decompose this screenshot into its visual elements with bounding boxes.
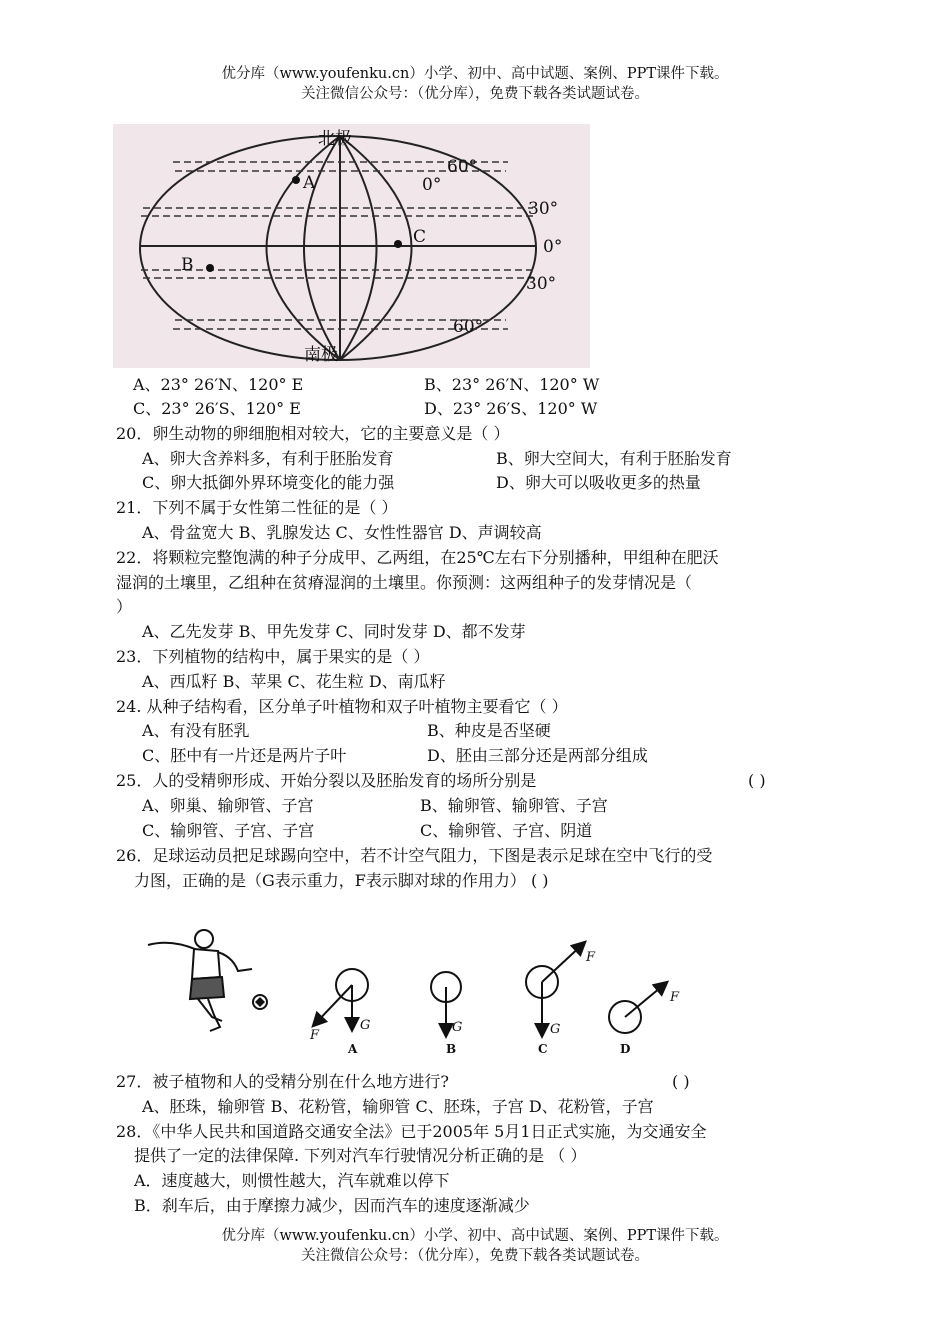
label-point-c: C <box>413 227 427 247</box>
label-north-pole: 北极 <box>318 129 352 149</box>
q25-option-b: B、输卵管、输卵管、子宫 <box>420 796 608 815</box>
q21-stem: 21．下列不属于女性第二性征的是（ ） <box>116 498 398 517</box>
diagram-c-g-label: G <box>550 1022 561 1037</box>
diagram-d-f-label: F <box>670 990 680 1005</box>
q27-options: A、胚珠，输卵管 B、花粉管，输卵管 C、胚珠，子宫 D、花粉管，子宫 <box>142 1097 654 1116</box>
header-line-1: 优分库（www.youfenku.cn）小学、初中、高中试题、案例、PPT课件下载。 <box>221 66 729 82</box>
world-map-figure <box>113 124 590 368</box>
q23-options: A、西瓜籽 B、苹果 C、花生粒 D、南瓜籽 <box>142 672 446 691</box>
footer-line-2: 关注微信公众号：（优分库），免费下载各类试题试卷。 <box>301 1248 649 1264</box>
diagram-b-label: B <box>446 1042 457 1056</box>
diagram-a-force-arrow <box>314 985 352 1025</box>
q20-option-d: D、卵大可以吸收更多的热量 <box>496 473 701 492</box>
q22-stem-line-1: 22．将颗粒完整饱满的种子分成甲、乙两组，在25℃左右下分别播种，甲组种在肥沃 <box>116 548 719 567</box>
label-south-pole: 南极 <box>304 345 338 365</box>
diagram-c-f-label: F <box>586 950 596 965</box>
q19-option-b: B、23° 26′N、120° W <box>424 375 600 394</box>
q25-answer-paren: ( ) <box>748 771 766 790</box>
diagram-a-f-label: F <box>310 1028 320 1043</box>
player-left-arm <box>148 943 195 949</box>
diagram-d-force-arrow <box>625 983 666 1017</box>
label-lat-60n: 60° <box>447 157 478 177</box>
label-lat-30n: 30° <box>528 199 559 219</box>
q24-option-d: D、胚由三部分还是两部分组成 <box>427 746 648 765</box>
header-line-2: 关注微信公众号：（优分库），免费下载各类试题试卷。 <box>301 86 649 102</box>
q19-option-d: D、23° 26′S、120° W <box>424 399 598 418</box>
label-meridian-0: 0° <box>422 175 442 195</box>
label-lat-0: 0° <box>543 237 563 257</box>
q22-stem-line-2: 湿润的土壤里，乙组种在贫瘠湿润的土壤里。你预测：这两组种子的发芽情况是（ <box>116 573 693 592</box>
q25-option-a: A、卵巢、输卵管、子宫 <box>142 796 314 815</box>
player-shorts <box>190 977 224 999</box>
diagram-d-label: D <box>620 1042 631 1056</box>
q28-option-b: B．刹车后，由于摩擦力减少，因而汽车的速度逐渐减少 <box>134 1196 530 1215</box>
diagram-b-g-label: G <box>452 1020 463 1035</box>
label-point-a: A <box>303 173 316 193</box>
q27-answer-paren: ( ) <box>672 1072 690 1091</box>
q25-stem: 25．人的受精卵形成、开始分裂以及胚胎发育的场所分别是 <box>116 771 537 790</box>
q28-option-a: A．速度越大，则惯性越大，汽车就难以停下 <box>134 1171 450 1190</box>
point-c-dot <box>394 240 402 248</box>
q26-stem-line-1: 26．足球运动员把足球踢向空中，若不计空气阻力，下图是表示足球在空中飞行的受 <box>116 846 713 865</box>
q26-stem-line-2: 力图，正确的是（G表示重力，F表示脚对球的作用力） ( ) <box>134 871 549 890</box>
q22-stem-line-3: ） <box>116 597 133 616</box>
label-point-b: B <box>181 255 194 275</box>
q21-options: A、骨盆宽大 B、乳腺发达 C、女性性器官 D、声调较高 <box>142 523 542 542</box>
q19-option-c: C、23° 26′S、120° E <box>133 399 301 418</box>
soccer-player-figure <box>140 925 280 1035</box>
diagram-a-g-label: G <box>360 1018 371 1033</box>
q20-option-a: A、卵大含养料多，有利于胚胎发育 <box>142 449 394 468</box>
q24-option-c: C、胚中有一片还是两片子叶 <box>142 746 347 765</box>
q25-option-d: C、输卵管、子宫、阴道 <box>420 821 593 840</box>
q23-stem: 23．下列植物的结构中，属于果实的是（ ） <box>116 647 430 666</box>
force-diagrams <box>300 935 690 1065</box>
q20-option-b: B、卵大空间大，有利于胚胎发育 <box>496 449 732 468</box>
q19-option-a: A、23° 26′N、120° E <box>133 375 304 394</box>
q24-option-b: B、种皮是否坚硬 <box>427 721 551 740</box>
diagram-c-force-arrow <box>542 943 584 982</box>
q27-stem: 27．被子植物和人的受精分别在什么地方进行? <box>116 1072 449 1091</box>
q20-stem: 20．卵生动物的卵细胞相对较大，它的主要意义是（ ） <box>116 424 510 443</box>
diagram-c-label: C <box>538 1042 548 1056</box>
player-shirt <box>192 949 220 979</box>
point-a-dot <box>292 176 300 184</box>
q20-option-c: C、卵大抵御外界环境变化的能力强 <box>142 473 395 492</box>
q22-options: A、乙先发芽 B、甲先发芽 C、同时发芽 D、都不发芽 <box>142 622 526 641</box>
q28-stem-line-1: 28．《中华人民共和国道路交通安全法》已于2005年 5月1日正式实施，为交通安全 <box>116 1122 707 1141</box>
q24-option-a: A、有没有胚乳 <box>142 721 250 740</box>
diagram-a-label: A <box>348 1042 358 1056</box>
label-lat-30s: 30° <box>526 274 557 294</box>
q24-stem: 24. 从种子结构看，区分单子叶植物和双子叶植物主要看它（ ） <box>116 697 568 716</box>
point-b-dot <box>206 264 214 272</box>
label-lat-60s: 60° <box>453 317 484 337</box>
player-head <box>195 930 213 948</box>
q25-option-c: C、输卵管、子宫、子宫 <box>142 821 315 840</box>
q28-stem-line-2: 提供了一定的法律保障. 下列对汽车行驶情况分析正确的是 （ ） <box>134 1146 587 1165</box>
footer-line-1: 优分库（www.youfenku.cn）小学、初中、高中试题、案例、PPT课件下载。 <box>221 1228 729 1244</box>
